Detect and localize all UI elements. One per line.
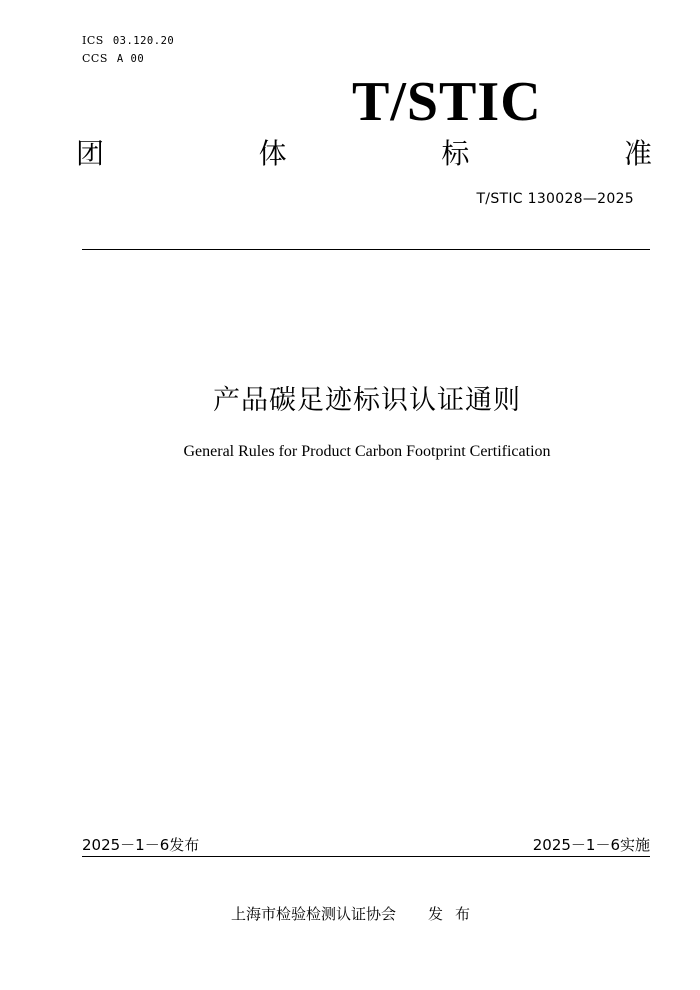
ccs-line [82,52,144,65]
standard-type-char-3: 标 [441,137,470,170]
implementation-date: 2025－1－6实施 [532,836,650,854]
header-divider [82,249,650,250]
standard-type-char-4: 准 [623,137,652,170]
ccs-label: CCS [82,52,108,65]
standard-type-char-2: 体 [258,137,287,170]
ics-line [82,34,174,47]
standard-type [76,134,652,174]
standard-type-char-1: 团 [76,137,105,170]
ics-value: 03.120.20 [112,35,175,47]
document-title-english: General Rules for Product Carbon Footprint Certification [183,443,551,460]
footer-divider [82,856,650,857]
ics-label: ICS [82,34,104,47]
publisher-action: 发布 [428,905,483,923]
standard-number: T/STIC 130028—2025 [476,191,634,207]
organization-logo: T/STIC [352,71,542,133]
publisher-name: 上海市检验检测认证协会 [231,905,397,923]
release-date: 2025－1－6发布 [82,836,200,854]
publisher-line [231,903,482,925]
ccs-value: A 00 [116,53,145,65]
document-title-chinese: 产品碳足迹标识认证通则 [213,385,521,416]
